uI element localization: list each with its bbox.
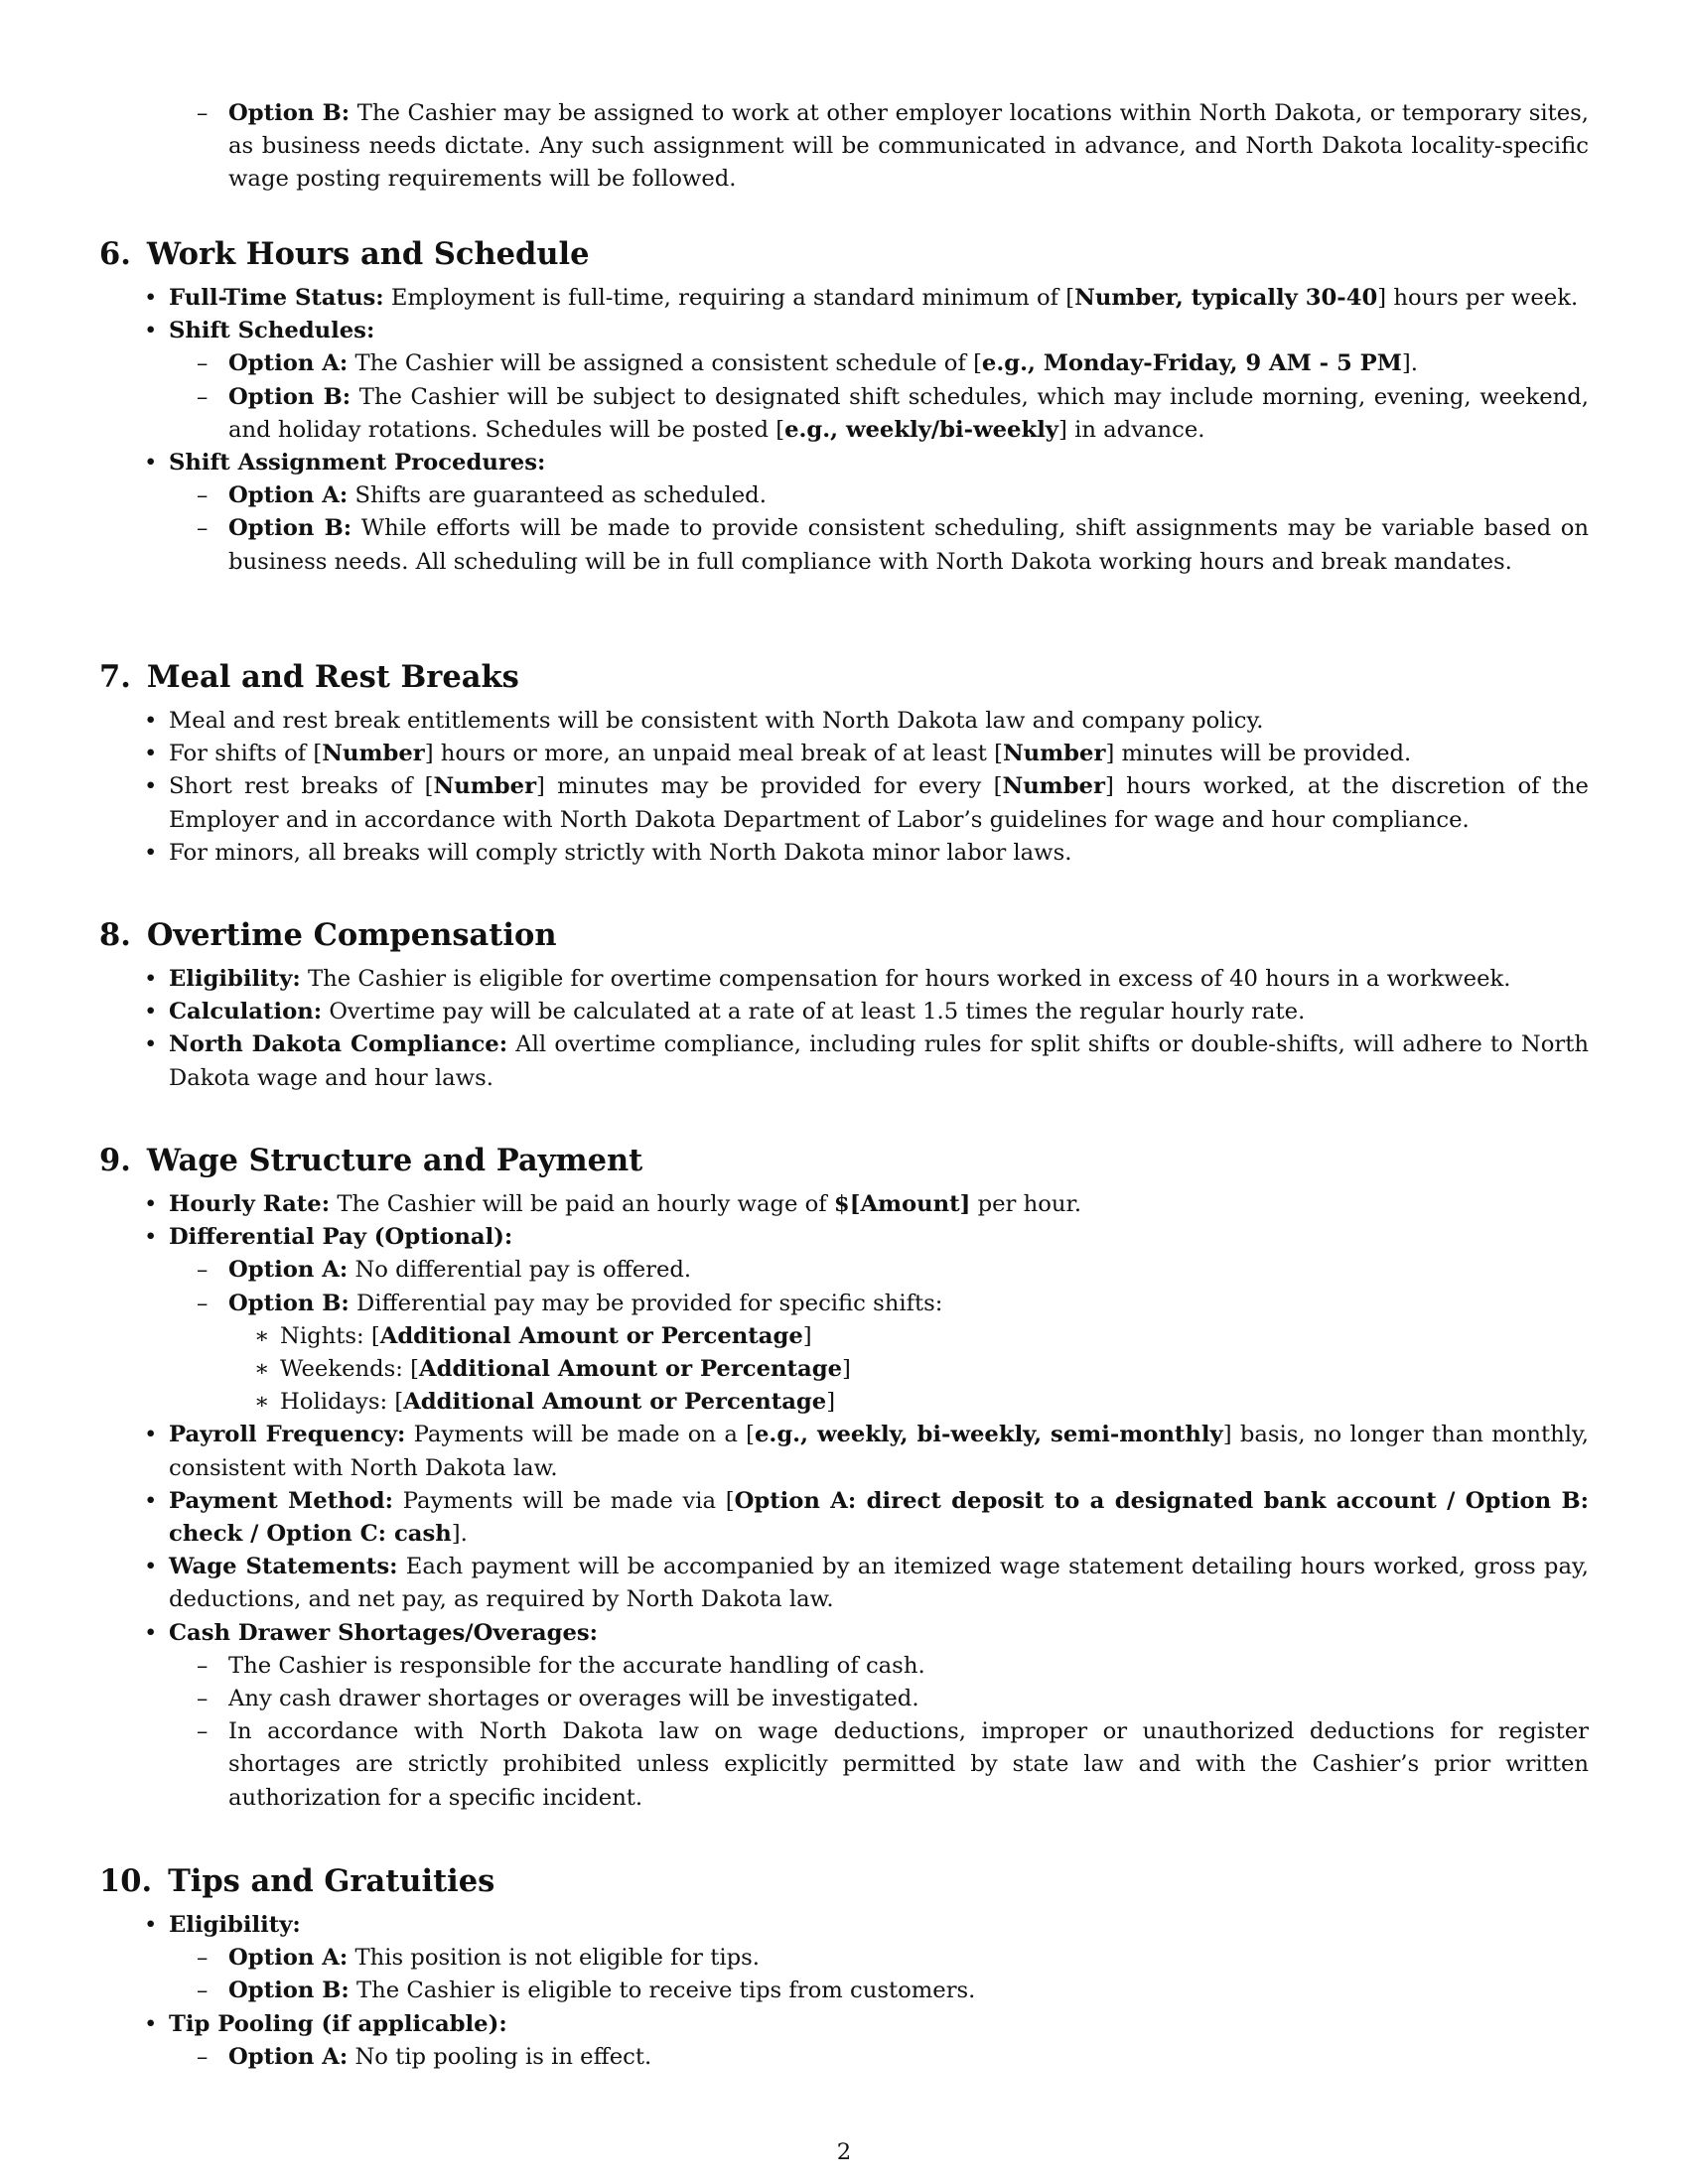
list-item: – In accordance with North Dakota law on wage deductions, improper or unauthorized deductions for register shortages are strictly prohibited unless explicitly permitted by state law and with the Cashier’s prior written authorization for a specific incident. xyxy=(169,1715,1589,1815)
list-item: • Tip Pooling (if applicable): – Option A: No tip pooling is in effect. xyxy=(99,2008,1589,2074)
list-item: • Payroll Frequency: Payments will be made on a [e.g., weekly, bi-weekly, semi-monthly] basis, no longer than monthly, consistent with North Dakota law. xyxy=(99,1419,1589,1484)
list-item: – Option A: No differential pay is offered. xyxy=(169,1254,1589,1287)
section-6 xyxy=(99,234,1589,579)
section-heading: 10. Tips and Gratuities xyxy=(99,1863,495,1899)
list-item: – Option A: Shifts are guaranteed as scheduled. xyxy=(169,479,1589,512)
list-item: – Option A: This position is not eligible for tips. xyxy=(169,1942,1589,1975)
list-item: • North Dakota Compliance: All overtime compliance, including rules for split shifts or double-shifts, will adhere to North Dakota wage and hour laws. xyxy=(99,1028,1589,1094)
list-item: • Hourly Rate: The Cashier will be paid an hourly wage of $[Amount] per hour. xyxy=(99,1188,1589,1221)
list-item: – Option B: Differential pay may be provided for specific shifts: ∗ Nights: [Additional Amount or Percentage] ∗ Weekends: [Additional Amount or Percentage] ∗ Holidays: [Additional Amount or Percentage] xyxy=(169,1288,1589,1420)
list-item: ∗ Weekends: [Additional Amount or Percentage] xyxy=(228,1353,1589,1386)
list-item: – Option B: While efforts will be made to provide consistent scheduling, shift assignments may be variable based on business needs. All scheduling will be in full compliance with North Dakota working hours and break mandates. xyxy=(169,512,1589,578)
list-item: • Eligibility: The Cashier is eligible for overtime compensation for hours worked in excess of 40 hours in a workweek. xyxy=(99,963,1589,996)
list-item: • Differential Pay (Optional): – Option A: No differential pay is offered. – Option B: Differential pay may be provided for specific shifts: ∗ Nights: [Additional Amount or Percentage] ∗ Weekends: [Additional Amount or Percentage] ∗ Holidays: [Additional Amount or Percentage] xyxy=(99,1221,1589,1419)
section-heading: 8. Overtime Compensation xyxy=(99,917,557,953)
section-7 xyxy=(99,657,1589,870)
list-item: ∗ Holidays: [Additional Amount or Percentage] xyxy=(228,1386,1589,1419)
list-item: – Option B: The Cashier will be subject to designated shift schedules, which may include morning, evening, weekend, and holiday rotations. Schedules will be posted [e.g., weekly/bi-weekly] in advance. xyxy=(169,381,1589,447)
list-item: • For minors, all breaks will comply strictly with North Dakota minor labor laws. xyxy=(99,837,1589,870)
list-item: • Meal and rest break entitlements will be consistent with North Dakota law and company policy. xyxy=(99,705,1589,738)
list-item: • Short rest breaks of [Number] minutes may be provided for every [Number] hours worked, at the discretion of the Employer and in accordance with North Dakota Department of Labor’s guidelines for wage and hour compliance. xyxy=(99,770,1589,836)
list-item: • Shift Schedules: – Option A: The Cashier will be assigned a consistent schedule of [e.g., Monday-Friday, 9 AM - 5 PM]. – Option B: The Cashier will be subject to designated shift schedules, which may include morning, evening, weekend, and holiday rotations. Schedules will be posted [e.g., weekly/bi-weekly] in advance. xyxy=(99,315,1589,447)
option-b-locations: – Option B: The Cashier may be assigned to work at other employer locations within North Dakota, or temporary sites, as business needs dictate. Any such assignment will be communicated in advance, and North Dakota locality-specific wage posting requirements will be followed. xyxy=(169,97,1589,197)
list-item: – Option B: The Cashier is eligible to receive tips from customers. xyxy=(169,1975,1589,2007)
section-10 xyxy=(99,1861,1589,2074)
list-item: – Option A: No tip pooling is in effect. xyxy=(169,2041,1589,2074)
continuation-block xyxy=(99,97,1589,197)
list-item: • Wage Statements: Each payment will be accompanied by an itemized wage statement detailing hours worked, gross pay, deductions, and net pay, as required by North Dakota law. xyxy=(99,1551,1589,1616)
list-item: ∗ Nights: [Additional Amount or Percentage] xyxy=(228,1320,1589,1353)
list-item: • Calculation: Overtime pay will be calculated at a rate of at least 1.5 times the regular hourly rate. xyxy=(99,996,1589,1028)
list-item: – Option A: The Cashier will be assigned a consistent schedule of [e.g., Monday-Friday, 9 AM - 5 PM]. xyxy=(169,347,1589,380)
section-9 xyxy=(99,1141,1589,1815)
list-item: • For shifts of [Number] hours or more, an unpaid meal break of at least [Number] minutes will be provided. xyxy=(99,738,1589,770)
section-heading: 6. Work Hours and Schedule xyxy=(99,236,590,272)
list-item: • Eligibility: – Option A: This position is not eligible for tips. – Option B: The Cashier is eligible to receive tips from customers. xyxy=(99,1909,1589,2008)
section-heading: 7. Meal and Rest Breaks xyxy=(99,659,519,695)
page-number: 2 xyxy=(836,2139,852,2165)
section-8 xyxy=(99,915,1589,1095)
section-heading: 9. Wage Structure and Payment xyxy=(99,1143,643,1178)
list-item: • Shift Assignment Procedures: – Option A: Shifts are guaranteed as scheduled. – Option B: While efforts will be made to provide consistent scheduling, shift assignments may be variable based on business needs. All scheduling will be in full compliance with North Dakota working hours and break mandates. xyxy=(99,447,1589,579)
list-item: – The Cashier is responsible for the accurate handling of cash. xyxy=(169,1650,1589,1683)
list-item: • Full-Time Status: Employment is full-time, requiring a standard minimum of [Number, typically 30-40] hours per week. xyxy=(99,282,1589,315)
list-item: • Cash Drawer Shortages/Overages: – The Cashier is responsible for the accurate handling of cash. – Any cash drawer shortages or overages will be investigated. – In accordance with North Dakota law on wage deductions, improper or unauthorized deductions for register shortages are strictly prohibited unless explicitly permitted by state law and with the Cashier’s prior written authorization for a specific incident. xyxy=(99,1617,1589,1815)
list-item: • Payment Method: Payments will be made via [Option A: direct deposit to a designated bank account / Option B: check / Option C: cash]. xyxy=(99,1485,1589,1551)
list-item: – Any cash drawer shortages or overages will be investigated. xyxy=(169,1683,1589,1715)
